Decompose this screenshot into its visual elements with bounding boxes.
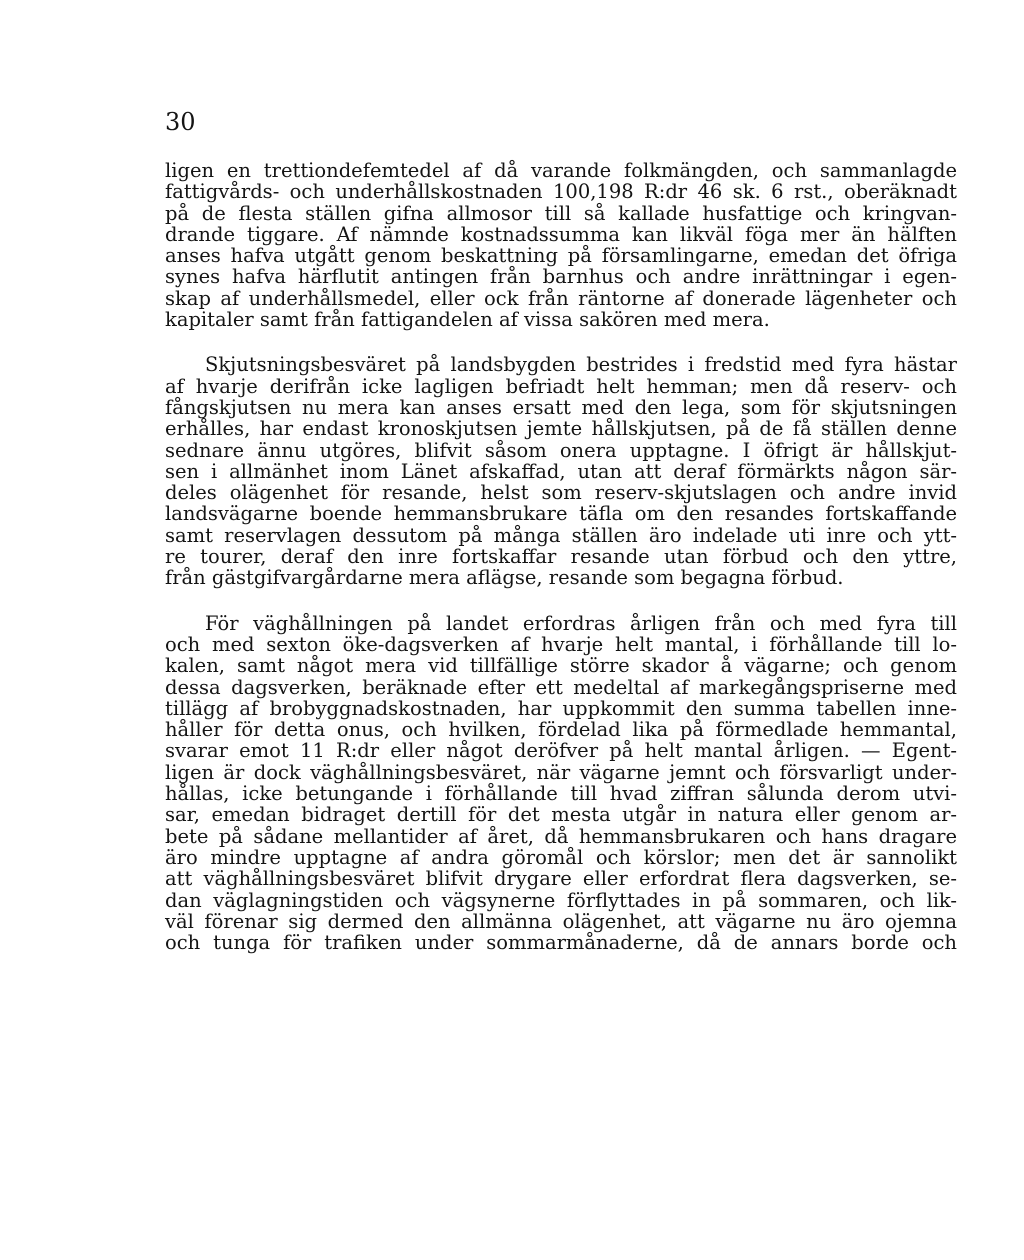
text-line: sar, emedan bidraget dertill för det mesta utgår in natura eller genom ar- [165,803,957,827]
text-line: hållas, icke betungande i förhållande till hvad ziffran sålunda derom utvi- [165,782,957,806]
text-line: kalen, samt något mera vid tillfällige större skador å vägarne; och genom [165,654,957,678]
text-line: drande tiggare. Af nämnde kostnadssumma kan likväl föga mer än hälften [165,222,957,246]
text-line: samt reservlagen dessutom på många ställen äro indelade uti inre och ytt- [165,523,957,547]
paragraph-1 [165,160,957,330]
text-line: och tunga för trafiken under sommarmånaderne, då de annars borde och [165,931,957,955]
text-line: håller för detta onus, och hvilken, fördelad lika på förmedlade hemmantal, [165,718,957,742]
text-line: Skjutsningsbesväret på landsbygden bestrides i fredstid med fyra hästar [205,353,957,377]
text-line: svarar emot 11 R:dr eller något deröfver på helt mantal årligen. — Egent- [165,739,957,763]
text-line: landsvägarne boende hemmansbrukare täfla om den resandes fortskaffande [165,502,957,526]
text-line: skap af underhållsmedel, eller ock från räntorne af donerade lägenheter och [165,286,957,310]
paragraph-3 [165,613,957,954]
text-line: tillägg af brobyggnadskostnaden, har uppkommit den summa tabellen inne- [165,696,957,720]
text-line: från gästgifvargårdarne mera aflägse, resande som begagna förbud. [165,566,844,590]
text-column [165,160,957,953]
text-line: fångskjutsen nu mera kan anses ersatt med den lega, som för skjutsningen [165,395,957,419]
text-line: af hvarje derifrån icke lagligen befriadt helt hemman; men då reserv- och [165,374,957,398]
text-line: synes hafva härflutit antingen från barnhus och andre inrättningar i egen- [165,265,957,289]
text-line: väl förenar sig dermed den allmänna olägenhet, att vägarne nu äro ojemna [165,909,957,933]
text-line: anses hafva utgått genom beskattning på församlingarne, emedan det öfriga [165,244,957,268]
text-line: bete på sådane mellantider af året, då hemmansbrukaren och hans dragare [165,824,957,848]
text-line: ligen en trettiondefemtedel af då varande folkmängden, och sammanlagde [165,159,957,182]
text-line: re tourer, deraf den inre fortskaffar resande utan förbud och den yttre, [165,545,957,569]
text-line: erhålles, har endast kronoskjutsen jemte hållskjutsen, på de få ställen denne [165,417,957,441]
text-line: sen i allmänhet inom Länet afskaffad, utan att deraf förmärkts någon sär- [165,459,957,483]
text-line: dan väglagningstiden och vägsynerne förflyttades in på sommaren, och lik- [165,888,957,912]
text-line: deles olägenhet för resande, helst som reserv-skjutslagen och andre invid [165,481,957,505]
text-line: fattigvårds- och underhållskostnaden 100,198 R:dr 46 sk. 6 rst., oberäknadt [165,180,957,204]
text-line: äro mindre upptagne af andra göromål och körslor; men det är sannolikt [165,845,957,869]
text-line: sednare ännu utgöres, blifvit såsom onera upptagne. I öfrigt är hållskjut- [165,438,957,462]
text-line: kapitaler samt från fattigandelen af vissa sakören med mera. [165,308,770,332]
text-line: på de flesta ställen gifna allmosor till så kallade husfattige och kringvan- [165,201,957,225]
page-number: 30 [165,108,196,136]
text-line: ligen är dock väghållningsbesväret, när vägarne jemnt och försvarligt under- [165,760,957,784]
text-line: och med sexton öke-dagsverken af hvarje helt mantal, i förhållande till lo- [165,632,957,656]
text-line: att väghållningsbesväret blifvit drygare eller erfordrat flera dagsverken, se- [165,867,957,891]
text-line: För väghållningen på landet erfordras årligen från och med fyra till [205,611,957,635]
text-line: dessa dagsverken, beräknade efter ett medeltal af markegångspriserne med [165,675,957,699]
paragraph-2 [165,354,957,588]
